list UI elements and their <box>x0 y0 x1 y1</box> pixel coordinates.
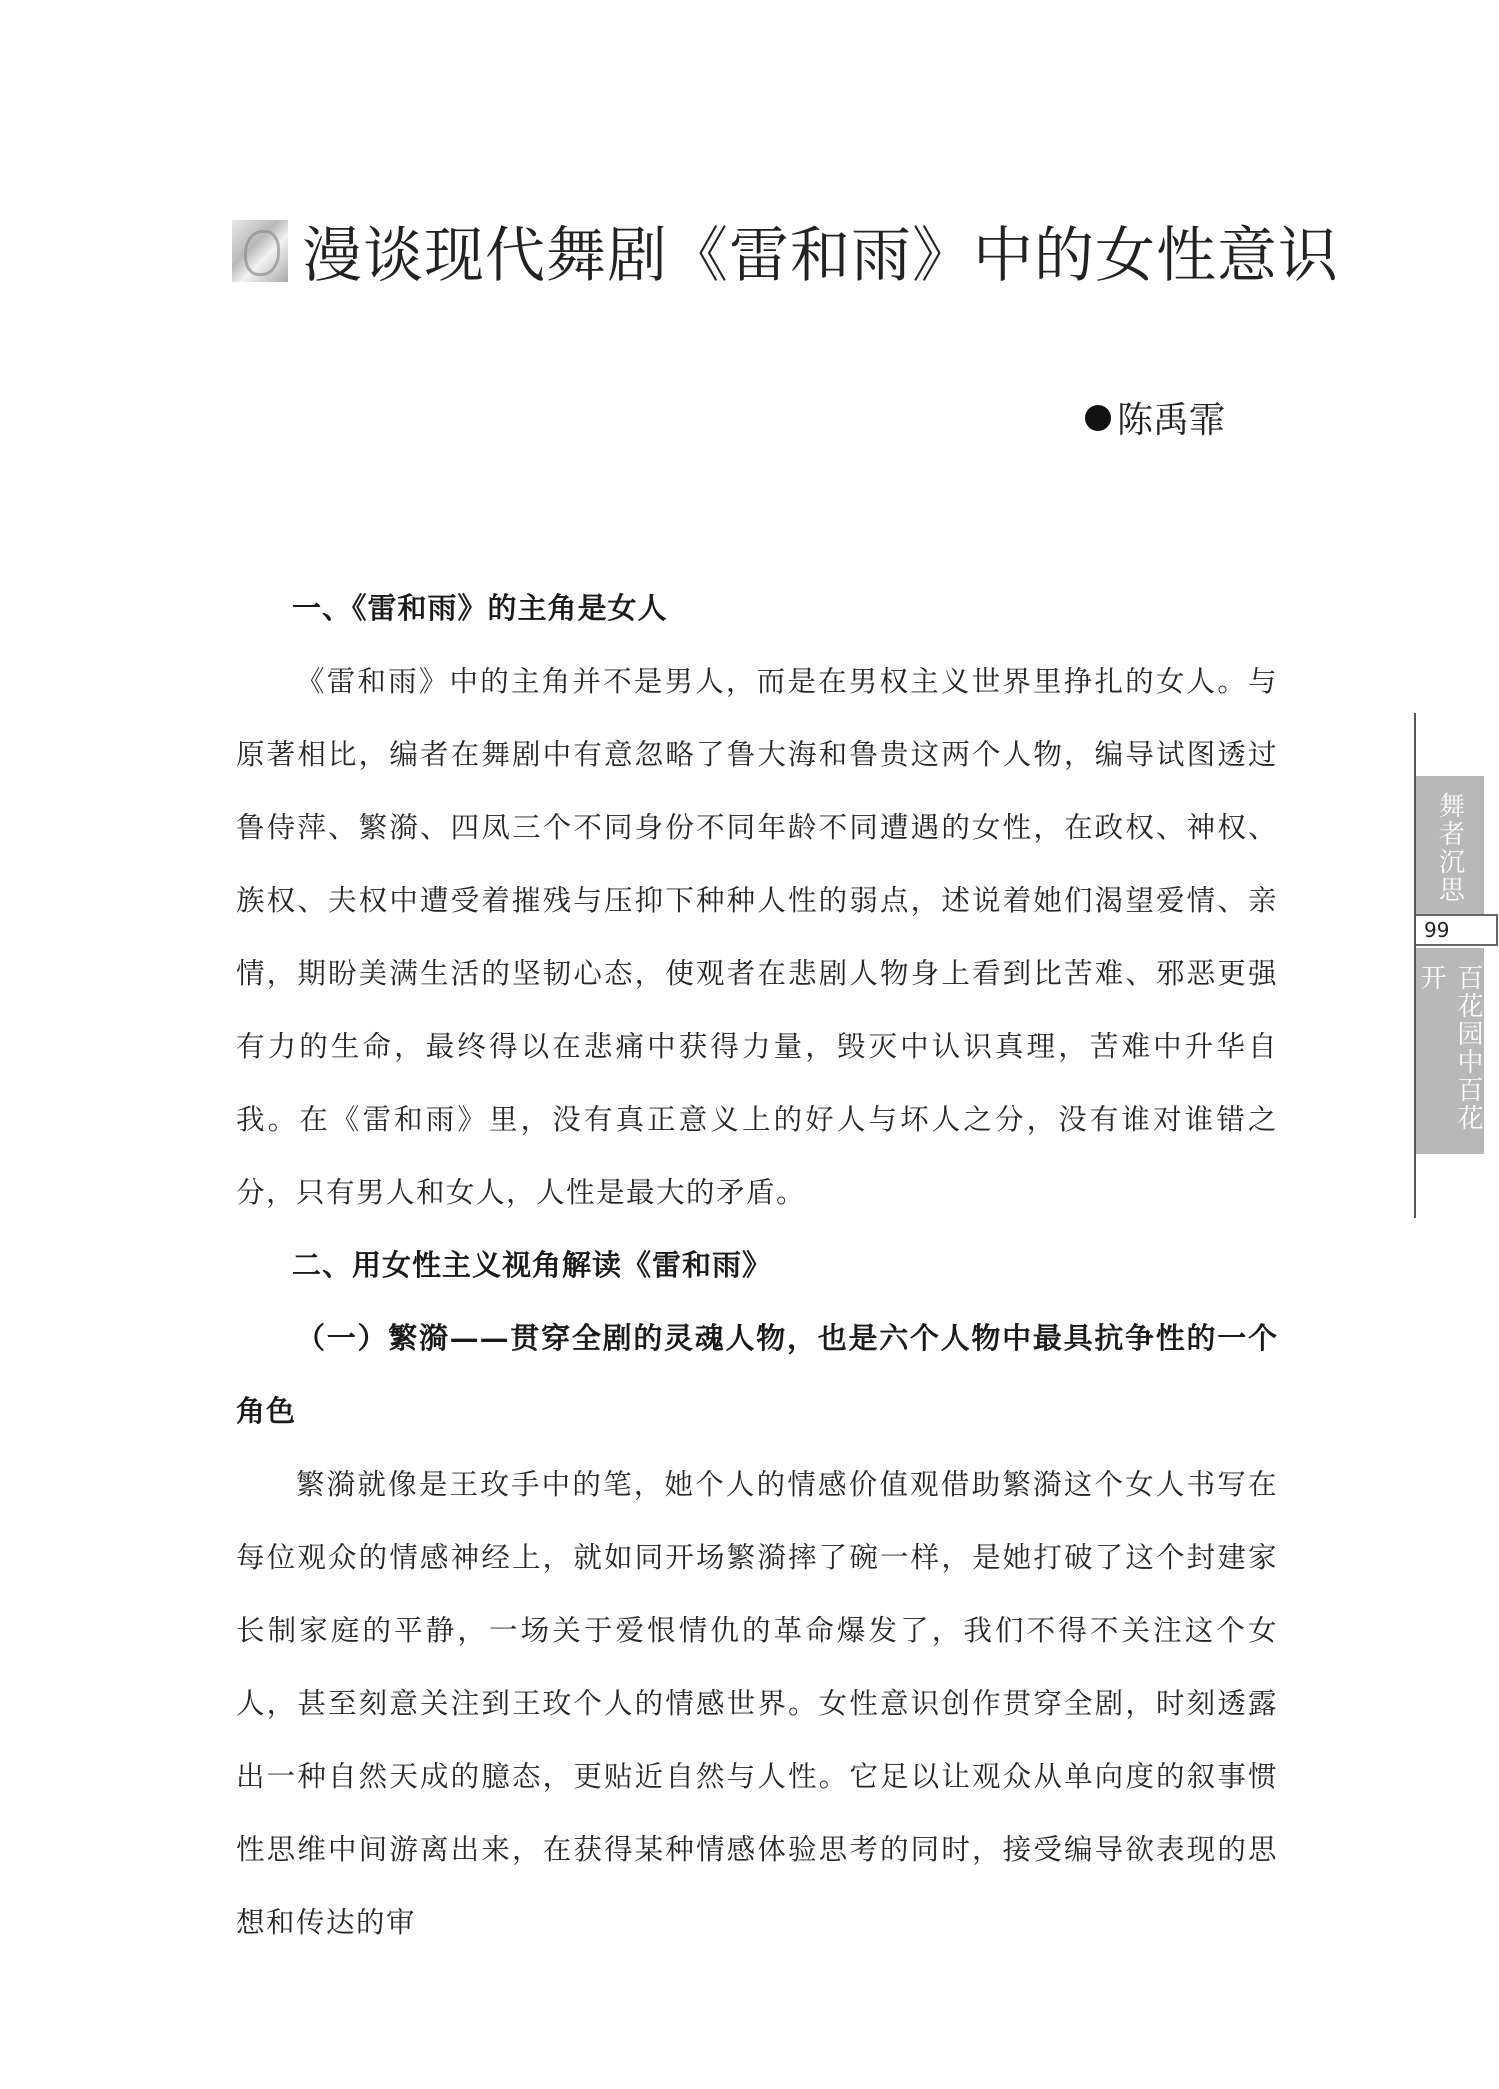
column-tab-bottom: 百花园中百花开 <box>1416 948 1484 1154</box>
article-body <box>236 572 1278 1959</box>
author-name: 陈禹霏 <box>1117 400 1226 441</box>
bullet-dot-icon <box>1085 405 1111 431</box>
page-number: 99 <box>1416 914 1498 946</box>
title-ornament-icon <box>232 220 288 282</box>
paragraph-1: 《雷和雨》中的主角并不是男人，而是在男权主义世界里挣扎的女人。与原著相比，编者在舞剧中有意忽略了鲁大海和鲁贵这两个人物，编导试图透过鲁侍萍、繁漪、四凤三个不同身份不同年龄不同遭遇的女性，在政权、神权、族权、夫权中遭受着摧残与压抑下种种人性的弱点，述说着她们渴望爱情、亲情，期盼美满生活的坚韧心态，使观者在悲剧人物身上看到比苦难、邪恶更强有力的生命，最终得以在悲痛中获得力量，毁灭中认识真理，苦难中升华自我。在《雷和雨》里，没有真正意义上的好人与坏人之分，没有谁对谁错之分，只有男人和女人，人性是最大的矛盾。 <box>236 665 1278 1209</box>
subsection-heading-1: （一）繁漪——贯穿全剧的灵魂人物，也是六个人物中最具抗争性的一个角色 <box>236 1321 1278 1428</box>
paragraph-2: 繁漪就像是王玫手中的笔，她个人的情感价值观借助繁漪这个女人书写在每位观众的情感神经上，就如同开场繁漪摔了碗一样，是她打破了这个封建家长制家庭的平静，一场关于爱恨情仇的革命爆发了，我们不得不关注这个女人，甚至刻意关注到王玫个人的情感世界。女性意识创作贯穿全剧，时刻透露出一种自然天成的臆态，更贴近自然与人性。它足以让观众从单向度的叙事惯性思维中间游离出来，在获得某种情感体验思考的同时，接受编导欲表现的思想和传达的审 <box>236 1468 1278 1939</box>
article-title: 漫谈现代舞剧《雷和雨》中的女性意识 <box>302 221 1339 291</box>
column-tab-top: 舞者沉思 <box>1416 776 1484 914</box>
author-line <box>1085 392 1225 443</box>
section-heading-2: 二、用女性主义视角解读《雷和雨》 <box>292 1248 773 1282</box>
section-heading-1: 一、《雷和雨》的主角是女人 <box>292 591 668 625</box>
title-block <box>232 208 1339 294</box>
